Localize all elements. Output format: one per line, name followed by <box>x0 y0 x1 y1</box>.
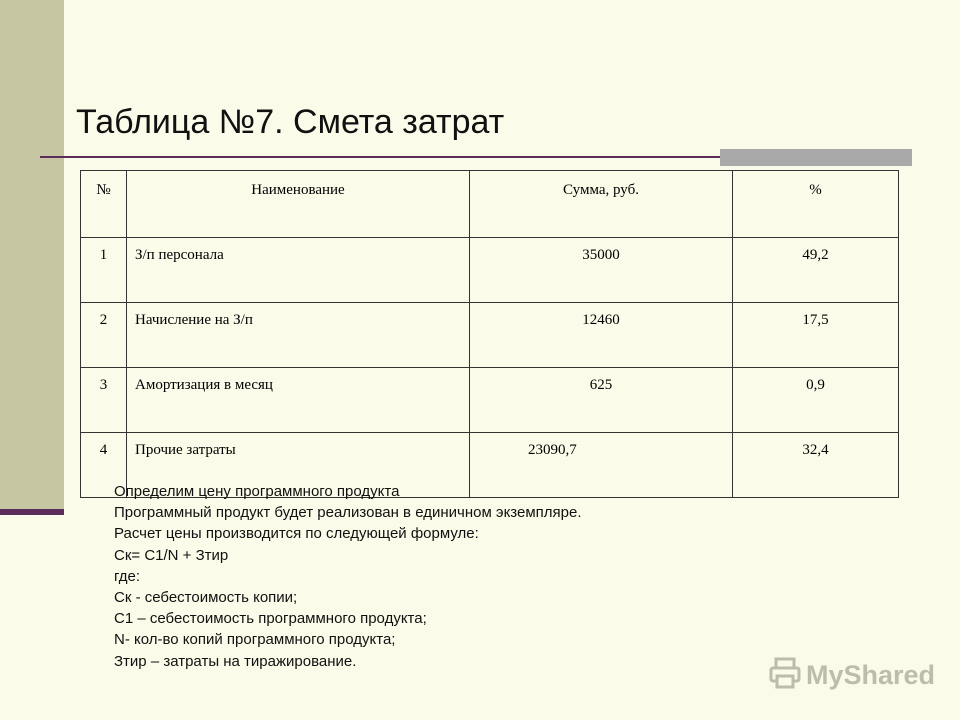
cell-percent: 0,9 <box>733 368 899 433</box>
body-text <box>114 481 582 672</box>
page-title: Таблица №7. Смета затрат <box>76 103 505 141</box>
header-percent: % <box>733 171 899 238</box>
cell-number: 3 <box>81 368 127 433</box>
body-line: Зтир – затраты на тиражирование. <box>114 652 357 670</box>
cell-name: З/п персонала <box>127 238 470 303</box>
body-line: Определим цену программного продукта <box>114 483 400 500</box>
body-line: N- кол-во копий программного продукта; <box>114 631 396 649</box>
cell-percent: 32,4 <box>733 433 899 498</box>
body-line: где: <box>114 567 141 585</box>
watermark-text: MyShared <box>806 660 936 690</box>
cell-percent: 17,5 <box>733 303 899 368</box>
cell-name: Начисление на З/п <box>127 303 470 368</box>
cell-number: 2 <box>81 303 127 368</box>
formula-line: Cк= С1/N + Зтир <box>114 546 229 564</box>
table-row <box>81 238 899 303</box>
body-line: С1 – себестоимость программного продукта; <box>114 610 427 628</box>
table-row <box>81 303 899 368</box>
cell-name: Прочие затраты <box>127 433 470 498</box>
header-sum: Сумма, руб. <box>470 171 733 238</box>
left-decor-line <box>0 509 64 515</box>
cost-table <box>80 170 899 498</box>
header-number: № <box>81 171 127 238</box>
cell-percent: 49,2 <box>733 238 899 303</box>
printer-icon <box>768 656 802 695</box>
cell-number: 1 <box>81 238 127 303</box>
cell-sum: 23090,7 <box>470 433 733 498</box>
cell-sum: 625 <box>470 368 733 433</box>
watermark <box>768 656 935 695</box>
cell-sum: 35000 <box>470 238 733 303</box>
body-line: Cк - себестоимость копии; <box>114 589 298 607</box>
body-line: Программный продукт будет реализован в единичном экземпляре. <box>114 504 582 522</box>
left-decor-bar <box>0 0 64 510</box>
header-name: Наименование <box>127 171 470 238</box>
cell-sum: 12460 <box>470 303 733 368</box>
title-accent-block <box>720 149 912 166</box>
table-row <box>81 368 899 433</box>
cell-name: Амортизация в месяц <box>127 368 470 433</box>
table-header-row <box>81 171 899 238</box>
cell-number: 4 <box>81 433 127 498</box>
body-line: Расчет цены производится по следующей формуле: <box>114 525 479 543</box>
